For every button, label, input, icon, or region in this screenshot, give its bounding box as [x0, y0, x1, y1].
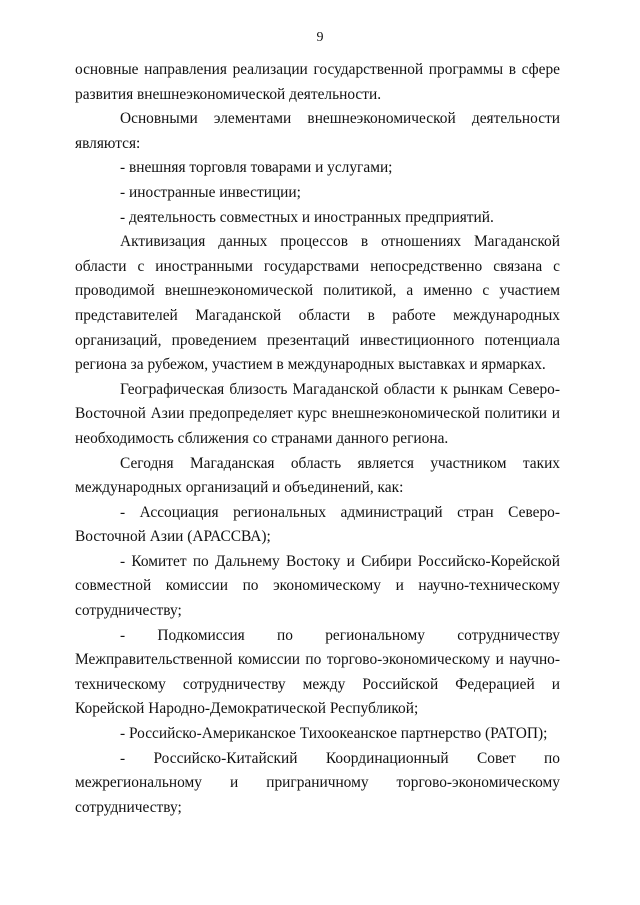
paragraph-continuation: основные направления реализации государственной программы в сфере развития внешнеэкономической деятельности. [75, 61, 560, 103]
list-item-ratop: - Российско-Американское Тихоокеанское партнерство (РАТОП); [120, 725, 548, 743]
list-item-committee: - Комитет по Дальнему Востоку и Сибири Российско-Корейской совместной комиссии по экономическому и научно-техническому сотрудничеству; [75, 552, 560, 620]
paragraph-membership: Сегодня Магаданская область является участником таких международных организаций и объединений, как: [75, 454, 560, 497]
paragraph-geography: Географическая близость Магаданской области к рынкам Северо-Восточной Азии предопределяет курс внешнеэкономической политики и необходимость сближения со странами данного региона. [75, 380, 560, 447]
list-item-subcommission: - Подкомиссия по региональному сотрудничеству Межправительственной комиссии по торгово-экономическому и научно-техническому сотрудничеству между Российской Федерацией и Корейской Народно-Демократической Республикой; [75, 626, 560, 718]
document-body [75, 58, 560, 820]
list-item-enterprises: - деятельность совместных и иностранных предприятий. [120, 208, 494, 226]
list-item-council: - Российско-Китайский Координационный Совет по межрегиональному и приграничному торгово-экономическому сотрудничеству; [75, 749, 560, 816]
page-number: 9 [316, 30, 324, 45]
list-item-arassva: - Ассоциация региональных администраций стран Северо-Восточной Азии (АРАССВА); [75, 503, 560, 546]
list-item-investments: - иностранные инвестиции; [120, 183, 301, 201]
list-item-trade: - внешняя торговля товарами и услугами; [120, 159, 393, 177]
paragraph-elements-intro: Основными элементами внешнеэкономической деятельности являются: [75, 110, 560, 152]
paragraph-activation: Активизация данных процессов в отношениях Магаданской области с иностранными государствами непосредственно связана с проводимой внешнеэкономической политикой, а именно с участием представителей Магаданской области в работе международных организаций, проведением презентаций инвестиционного потенциала региона за рубежом, участием в международных выставках и ярмарках. [75, 233, 560, 374]
